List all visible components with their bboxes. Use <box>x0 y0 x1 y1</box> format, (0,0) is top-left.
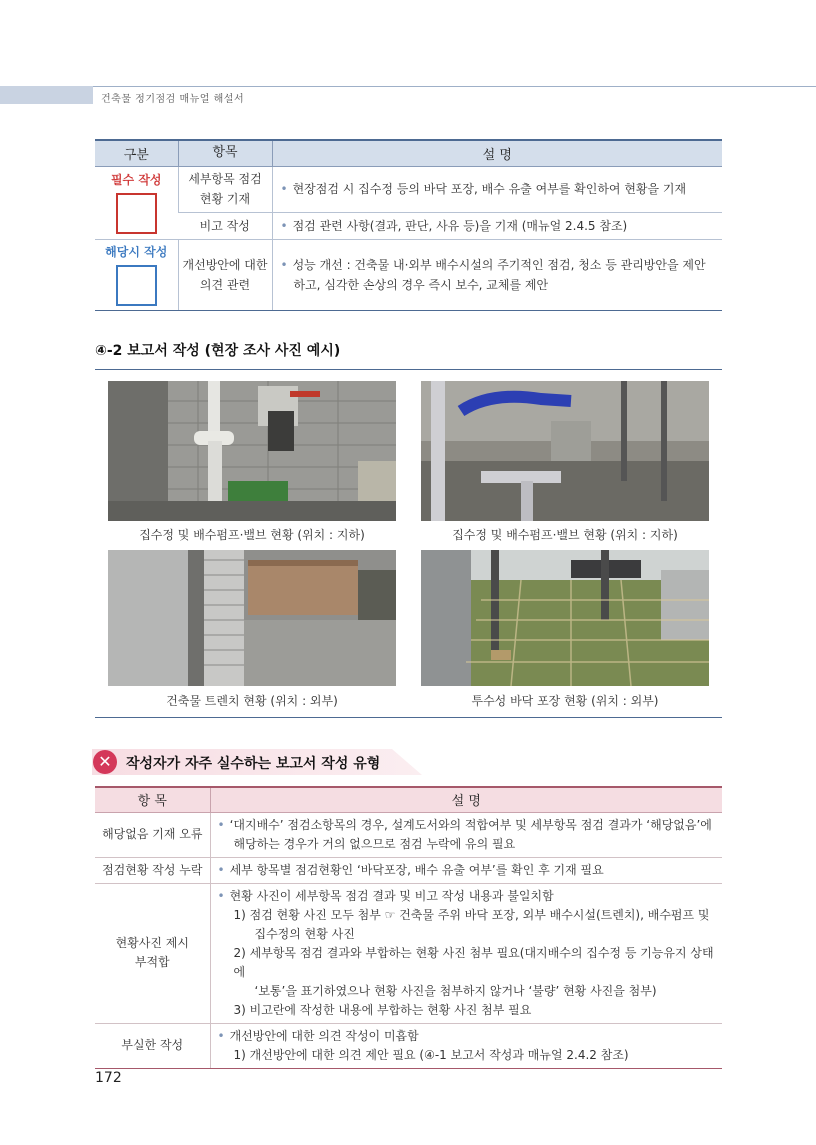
desc-text: 하고, 심각한 손상의 경우 즉시 보수, 교체를 제안 <box>293 277 549 292</box>
bullet-icon: • <box>280 218 288 233</box>
table-row <box>95 166 722 212</box>
item-line: 세부항목 점검 <box>188 172 262 186</box>
bullet-icon: • <box>280 257 288 272</box>
desc-cell <box>272 239 722 310</box>
desc-text: 1) 점검 현황 사진 모두 첨부 ☞ 건축물 주위 바닥 포장, 외부 배수시설(트렌치), 배수펌프 및 <box>233 907 710 922</box>
photo-caption: 투수성 바닥 포장 현황 (위치 : 외부) <box>471 694 659 708</box>
item-line: 개선방안에 대한 <box>182 257 268 272</box>
item-line: 비고 작성 <box>199 218 250 233</box>
table-header-row <box>95 140 722 166</box>
required-cell <box>95 166 178 239</box>
table-row <box>95 812 722 857</box>
desc-text: 현장점검 시 집수정 등의 바닥 포장, 배수 유출 여부를 확인하여 현황을 기재 <box>292 182 687 196</box>
photo-sump-pump-2 <box>421 381 709 521</box>
key-line: 부적합 <box>134 955 170 969</box>
desc-text: ‘보통’을 표기하였으나 현황 사진을 첨부하지 않거나 ‘불량’ 현황 사진을 첨부) <box>254 983 657 998</box>
desc-cell <box>272 166 722 212</box>
mistake-key: 점검현황 작성 누락 <box>95 857 210 883</box>
photo-permeable-paving <box>421 550 709 686</box>
table-row <box>95 857 722 883</box>
desc-text: 세부 항목별 점검현황인 ‘바닥포장, 배수 유출 여부’를 확인 후 기재 필요 <box>229 862 604 877</box>
desc-cell <box>272 212 722 239</box>
table-row <box>95 239 722 310</box>
header-rule <box>0 86 816 87</box>
photo-trench <box>108 550 396 686</box>
applicable-tag: 해당시 작성 <box>105 245 168 259</box>
key-line: 현황사진 제시 <box>115 936 189 950</box>
photo-caption: 집수정 및 배수펌프·밸브 현황 (위치 : 지하) <box>452 528 678 542</box>
desc-text: ‘대지배수’ 점검소항목의 경우, 설계도서와의 적합여부 및 세부항목 점검 결과가 ‘해당없음’에 <box>229 817 712 832</box>
desc-text: 2) 세부항목 점검 결과와 부합하는 현황 사진 첨부 필요(대지배수의 집수정 등 기능유지 상태에 <box>233 945 714 979</box>
bullet-icon: • <box>217 888 225 903</box>
photo-sump-pump-1 <box>108 381 396 521</box>
photo-caption: 건축물 트렌치 현황 (위치 : 외부) <box>166 694 338 708</box>
required-tag: 필수 작성 <box>110 173 162 187</box>
mistake-desc <box>210 1023 722 1068</box>
bullet-icon: • <box>217 817 225 832</box>
desc-text: 점검 관련 사항(결과, 판단, 사유 등)을 기재 (매뉴얼 2.4.5 참조) <box>292 218 628 233</box>
section-rule-top <box>95 369 722 370</box>
mistake-desc <box>210 812 722 857</box>
desc-text: 성능 개선 : 건축물 내·외부 배수시설의 주기적인 점검, 청소 등 관리방안을 제안 <box>292 257 706 272</box>
page-number: 172 <box>95 1070 122 1086</box>
required-checkbox <box>116 193 157 234</box>
table-header-row <box>95 787 722 812</box>
x-circle-icon: ✕ <box>93 750 117 774</box>
desc-text: 집수정의 현황 사진 <box>254 926 355 941</box>
desc-text: 해당하는 경우가 거의 없으므로 점검 누락에 유의 필요 <box>233 836 516 851</box>
applicable-checkbox <box>116 265 157 306</box>
item-line: 의견 관련 <box>199 277 251 292</box>
section-title: ④-2 보고서 작성 (현장 조사 사진 예시) <box>95 343 341 359</box>
bullet-icon: • <box>217 1028 225 1043</box>
desc-text: 1) 개선방안에 대한 의견 제안 필요 (④-1 보고서 작성과 매뉴얼 2.4.2 참조) <box>233 1047 629 1062</box>
header-category: 구분 <box>95 140 178 166</box>
bullet-icon: • <box>280 182 288 196</box>
item-line: 현황 기재 <box>199 192 251 206</box>
table-row <box>95 1023 722 1068</box>
header-desc: 설 명 <box>210 787 722 812</box>
mistakes-table <box>95 786 722 1069</box>
item-cell <box>178 239 272 310</box>
item-cell <box>178 166 272 212</box>
applicable-cell <box>95 239 178 310</box>
table-row <box>95 883 722 1023</box>
section-rule-bottom <box>95 717 722 718</box>
header-block <box>0 86 93 104</box>
mistake-key: 해당없음 기재 오류 <box>95 812 210 857</box>
header-item: 항 목 <box>95 787 210 812</box>
header-desc: 설 명 <box>272 140 722 166</box>
table-row <box>95 212 722 239</box>
mistakes-title: 작성자가 자주 실수하는 보고서 작성 유형 <box>126 756 381 772</box>
bullet-icon: • <box>217 862 225 877</box>
photo-caption: 집수정 및 배수펌프·밸브 현황 (위치 : 지하) <box>139 528 365 542</box>
header-item: 항목 <box>178 140 272 166</box>
desc-text: 개선방안에 대한 의견 작성이 미흡함 <box>229 1028 419 1043</box>
item-cell <box>178 212 272 239</box>
mistake-desc <box>210 857 722 883</box>
desc-text: 3) 비고란에 작성한 내용에 부합하는 현황 사진 첨부 필요 <box>233 1002 532 1017</box>
desc-text: 현황 사진이 세부항목 점검 결과 및 비고 작성 내용과 불일치함 <box>229 888 554 903</box>
inspection-table <box>95 139 722 311</box>
header-title: 건축물 정기점검 매뉴얼 해설서 <box>101 94 245 105</box>
mistake-desc <box>210 883 722 1023</box>
mistake-key <box>95 883 210 1023</box>
mistake-key: 부실한 작성 <box>95 1023 210 1068</box>
